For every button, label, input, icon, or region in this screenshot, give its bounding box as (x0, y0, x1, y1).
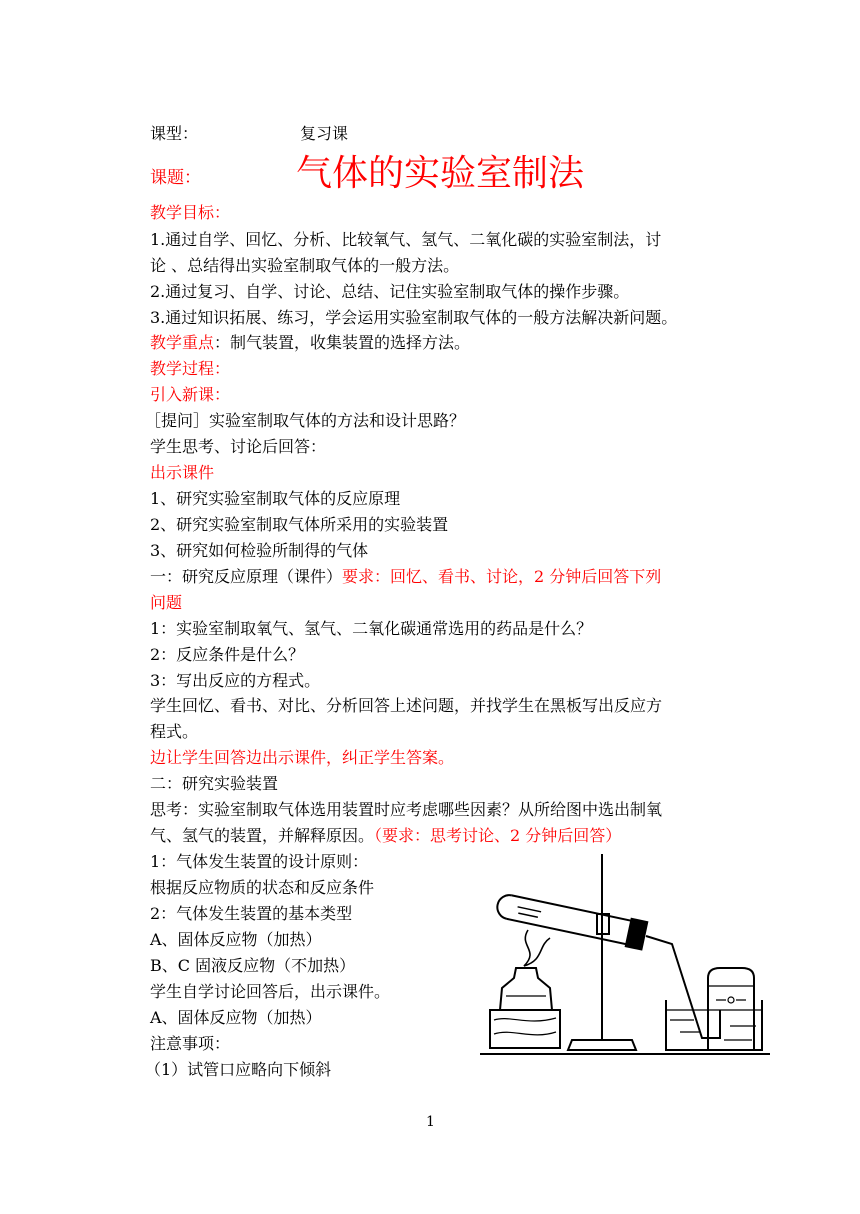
note-1: （1）试管口应略向下倾斜 (145, 1060, 332, 1079)
section1-heading (150, 567, 661, 587)
topic-label: 课题： (150, 168, 201, 188)
objective-1b: 论 、总结得出实验室制取气体的一般方法。 (150, 256, 460, 275)
question-3: 3：写出反应的方程式。 (150, 671, 321, 690)
teaching-focus-text: ：制气装置，收集装置的选择方法。 (214, 333, 471, 352)
teaching-focus (150, 333, 470, 353)
question-1: 1：实验室制取氧气、氢气、二氧化碳通常选用的药品是什么？ (150, 619, 593, 638)
lesson-type-label: 课型： (150, 124, 199, 143)
show-slides: 出示课件 (150, 463, 215, 482)
section1-requirement: 要求：回忆、看书、讨论，2 分钟后回答下列 (342, 567, 662, 586)
student-activity-b: 程式。 (150, 722, 199, 741)
objective-1a: 1.通过自学、回忆、分析、比较氧气、氢气、二氧化碳的实验室制法，讨 (150, 230, 662, 249)
research-item-1: 1、研究实验室制取气体的反应原理 (150, 489, 401, 508)
page-title: 气体的实验室制法 (296, 153, 585, 194)
type-bc: B、C 固液反应物（不加热） (150, 956, 356, 975)
section2-requirement: （要求：思考讨论、2 分钟后回答） (374, 826, 622, 845)
basic-types: 2：气体发生装置的基本类型 (150, 904, 353, 923)
section1-heading-text: 一：研究反应原理（课件） (150, 567, 343, 586)
question-2: 2：反应条件是什么？ (150, 645, 305, 664)
test-tube (495, 891, 648, 950)
wood-block (490, 1010, 560, 1048)
research-item-2: 2、研究实验室制取气体所采用的实验装置 (150, 515, 449, 534)
section2-think-1: 思考：实验室制取气体选用装置时应考虑哪些因素？从所给图中选出制氧 (150, 800, 663, 819)
stand-base (568, 1040, 636, 1050)
intro-heading: 引入新课： (150, 385, 231, 404)
water-trough (666, 1000, 762, 1050)
student-discuss: 学生自学讨论回答后，出示课件。 (150, 982, 391, 1001)
design-principle: 1：气体发生装置的设计原则： (150, 852, 369, 871)
section2-think-2 (150, 826, 621, 846)
process-heading: 教学过程： (150, 359, 231, 378)
teaching-focus-label: 教学重点 (150, 333, 215, 352)
page-number: 1 (426, 1114, 435, 1130)
section1-requirement-cont: 问题 (150, 593, 183, 612)
alcohol-lamp (500, 968, 552, 1010)
section2-heading: 二：研究实验装置 (150, 774, 279, 793)
design-principle-detail: 根据反应物质的状态和反应条件 (150, 878, 375, 897)
notes-heading: 注意事项： (150, 1034, 231, 1053)
objectives-heading: 教学目标： (150, 203, 231, 222)
flame (524, 930, 550, 966)
question-prompt: ［提问］实验室制取气体的方法和设计思路？ (145, 411, 466, 430)
research-item-3: 3、研究如何检验所制得的气体 (150, 541, 369, 560)
student-answer: 学生思考、讨论后回答： (150, 437, 327, 456)
section2-think-2-text: 气、氢气的装置，并解释原因。 (150, 826, 375, 845)
correction-note: 边让学生回答边出示课件，纠正学生答案。 (150, 748, 455, 767)
lesson-type-value: 复习课 (300, 124, 349, 143)
type-a: A、固体反应物（加热） (150, 930, 322, 949)
gas-apparatus-illustration (480, 850, 770, 1060)
objective-2: 2.通过复习、自学、讨论、总结、记住实验室制取气体的操作步骤。 (150, 282, 630, 301)
student-activity-a: 学生回忆、看书、对比、分析回答上述问题，并找学生在黑板写出反应方 (150, 696, 663, 715)
objective-3: 3.通过知识拓展、练习，学会运用实验室制取气体的一般方法解决新问题。 (150, 308, 678, 327)
type-a-repeat: A、固体反应物（加热） (150, 1008, 322, 1027)
